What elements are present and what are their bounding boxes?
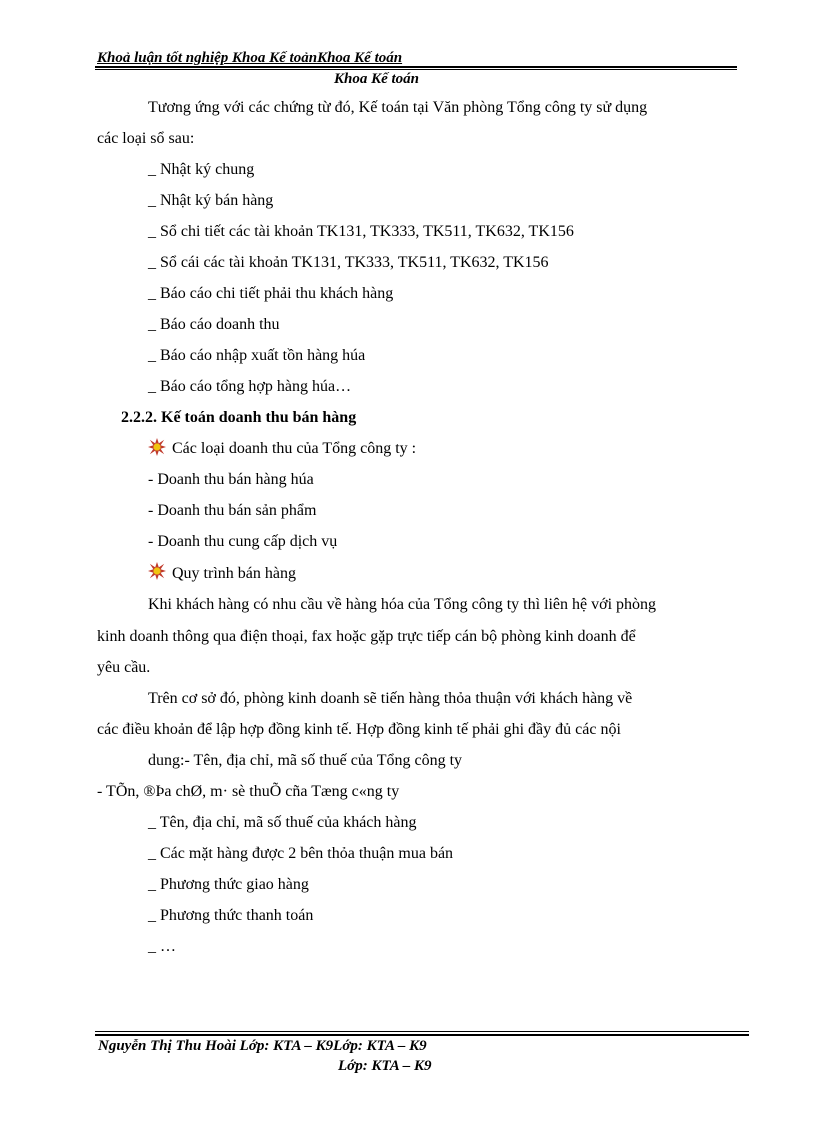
footer-rule-thin: [95, 1031, 749, 1032]
header-rule-thick: [95, 66, 737, 68]
paragraph-3-line-3: dung:- Tên, địa chỉ, mã số thuế của Tổng công ty: [148, 752, 463, 769]
paragraph-2-line-2: kinh doanh thông qua điện thoại, fax hoặc gặp trực tiếp cán bộ phòng kinh doanh để: [97, 628, 636, 645]
running-header-subtitle: Khoa Kế toán: [334, 71, 420, 87]
list-item: _ Nhật ký chung: [148, 161, 255, 178]
starburst-bullet-icon: [148, 562, 166, 580]
list-item: _ Phương thức thanh toán: [148, 907, 314, 924]
list-item: _ Báo cáo doanh thu: [148, 316, 280, 333]
list-item: - Doanh thu bán sản phẩm: [148, 502, 317, 519]
list-item: _ Phương thức giao hàng: [148, 876, 309, 893]
starburst-bullet-icon: [148, 438, 166, 456]
garbled-encoding-line: - TÕn, ®Þa chØ, m· sè thuÕ cña Tæng c«ng ty: [97, 783, 400, 800]
paragraph-3-line-1: Trên cơ sở đó, phòng kinh doanh sẽ tiến hàng thỏa thuận với khách hàng về: [148, 690, 633, 707]
list-item: _ Báo cáo tổng hợp hàng húa…: [148, 378, 352, 395]
list-item: _ Nhật ký bán hàng: [148, 192, 274, 209]
list-item: _ Báo cáo nhập xuất tồn hàng húa: [148, 347, 366, 364]
paragraph-1-line-2: các loại sổ sau:: [97, 130, 195, 147]
bullet-sales-process: Quy trình bán hàng: [172, 565, 296, 582]
list-item: _ Báo cáo chi tiết phải thu khách hàng: [148, 285, 394, 302]
footer-rule-thick: [95, 1034, 749, 1036]
paragraph-1-line-1: Tương ứng với các chứng từ đó, Kế toán tại Văn phòng Tổng công ty sử dụng: [148, 99, 648, 116]
header-rule-thin: [95, 69, 737, 70]
running-footer-class: Lớp: KTA – K9: [338, 1058, 432, 1074]
running-header: Khoả luận tốt nghiệp Khoa Kế toảnKhoa Kế toán: [97, 50, 403, 66]
list-item: - Doanh thu bán hàng húa: [148, 471, 314, 488]
list-item: _ Tên, địa chỉ, mã số thuế của khách hàng: [148, 814, 417, 831]
list-item: - Doanh thu cung cấp dịch vụ: [148, 533, 338, 550]
paragraph-2-line-3: yêu cầu.: [97, 659, 151, 676]
list-item: _ Sổ chi tiết các tài khoản TK131, TK333, TK511, TK632, TK156: [148, 223, 574, 240]
bullet-revenue-types: Các loại doanh thu của Tổng công ty :: [172, 440, 417, 457]
list-item: _ Sổ cái các tài khoản TK131, TK333, TK511, TK632, TK156: [148, 254, 549, 271]
list-item: _ Các mặt hàng được 2 bên thỏa thuận mua bán: [148, 845, 454, 862]
paragraph-3-line-2: các điều khoản để lập hợp đồng kinh tế. Hợp đồng kinh tế phải ghi đầy đủ các nội: [97, 721, 621, 738]
paragraph-2-line-1: Khi khách hàng có nhu cầu về hàng hóa của Tổng công ty thì liên hệ với phòng: [148, 596, 657, 613]
list-item: _ …: [148, 938, 176, 955]
running-footer: Nguyễn Thị Thu Hoài Lớp: KTA – K9Lớp: KTA – K9: [98, 1038, 427, 1054]
section-heading: 2.2.2. Kế toán doanh thu bán hàng: [121, 409, 357, 426]
